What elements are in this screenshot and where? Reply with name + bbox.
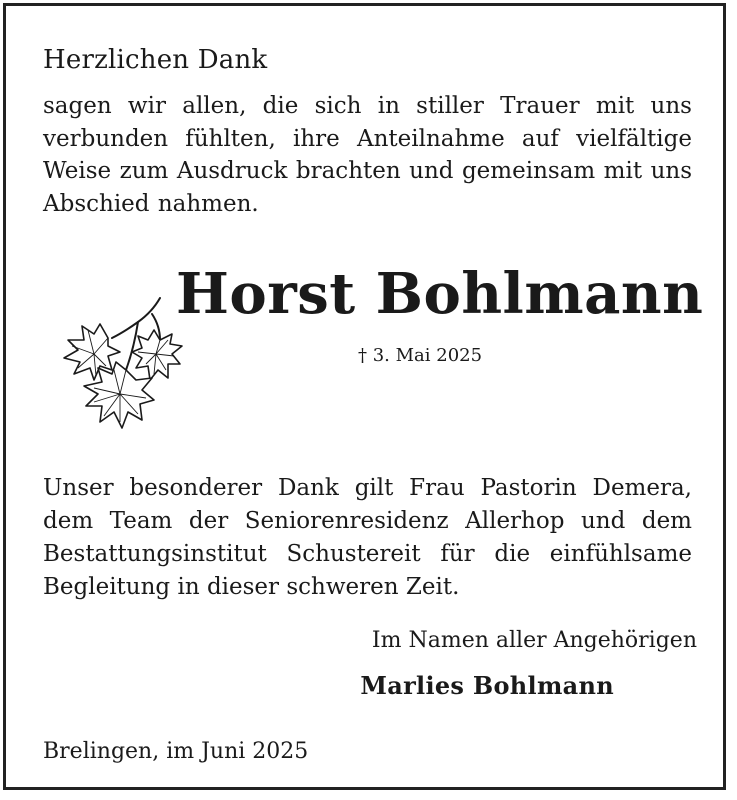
maple-leaves-icon xyxy=(42,290,202,440)
death-date: † 3. Mai 2025 xyxy=(358,345,483,366)
heading: Herzlichen Dank xyxy=(43,45,268,75)
thanks-paragraph: Unser besonderer Dank gilt Frau Pastorin Demera, dem Team der Seniorenresidenz Allerhop und dem Bestattungsinstitut Schustereit für die einfühlsame Begleitung in dieser schweren Zeit. xyxy=(43,475,692,600)
deceased-name: Horst Bohlmann xyxy=(176,261,704,327)
on-behalf-line: Im Namen aller Angehörigen xyxy=(371,628,697,653)
place-date: Brelingen, im Juni 2025 xyxy=(43,739,309,764)
notice-frame xyxy=(3,3,726,790)
intro-paragraph: sagen wir allen, die sich in stiller Trauer mit uns verbunden fühlten, ihre Anteilnahme auf vielfältige Weise zum Ausdruck brachten und gemeinsam mit uns Abschied nahmen. xyxy=(43,93,692,217)
signer-name: Marlies Bohlmann xyxy=(360,671,614,700)
